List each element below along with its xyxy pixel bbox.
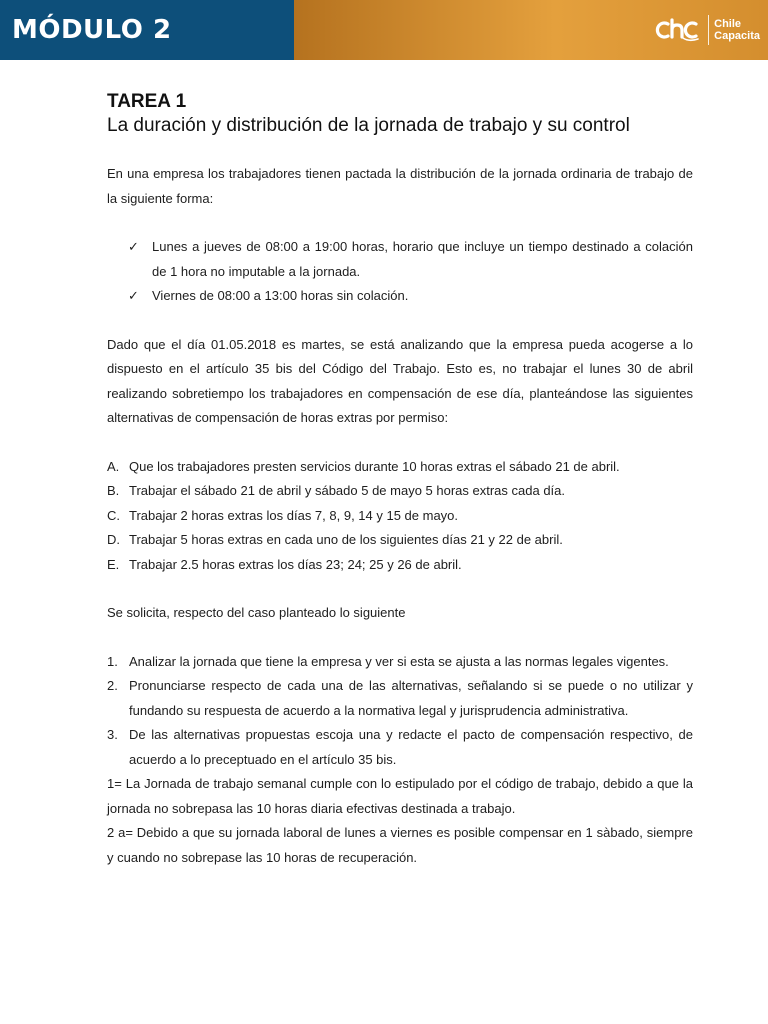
answer-paragraph: 1= La Jornada de trabajo semanal cumple con lo estipulado por el código de trabajo, debido a que la jornada no sobrepasa las 10 horas diaria efectivas destinada a trabajo. — [107, 776, 693, 816]
list-item-text: Trabajar el sábado 21 de abril y sábado 5 de mayo 5 horas extras cada día. — [129, 483, 566, 498]
list-marker: 3. — [107, 727, 118, 742]
list-item — [107, 650, 693, 675]
list-marker: 1. — [107, 653, 118, 669]
list-item — [107, 553, 693, 578]
answer-paragraph: 2 a= Debido a que su jornada laboral de lunes a viernes es posible compensar en 1 sàbado, siempre y cuando no sobrepase las 10 horas de recuperación. — [107, 825, 693, 865]
list-marker: A. — [107, 458, 120, 474]
list-item — [107, 504, 693, 529]
list-item-text: Que los trabajadores presten servicios durante 10 horas extras el sábado 21 de abril. — [129, 458, 620, 474]
checkmark-icon: ✓ — [128, 239, 139, 254]
list-item-text: Trabajar 5 horas extras en cada uno de los siguientes días 21 y 22 de abril. — [129, 532, 563, 547]
list-item — [107, 455, 693, 480]
list-marker: B. — [107, 483, 120, 498]
list-marker: D. — [107, 532, 120, 547]
chc-logo-icon — [654, 16, 704, 44]
module-title-bar — [0, 0, 294, 60]
list-item-text: Pronunciarse respecto de cada una de las alternativas, señalando si se puede o no utilizar y fundando su respuesta de acuerdo a la normativa legal y jurisprudencia administrativa. — [129, 678, 693, 718]
list-marker: C. — [107, 507, 120, 523]
intro-paragraph: En una empresa los trabajadores tienen pactada la distribución de la jornada ordinaria de trabajo de la siguiente forma: — [107, 166, 693, 206]
alternatives-list — [107, 455, 693, 578]
brand-text — [714, 18, 760, 42]
brand-divider — [708, 15, 709, 45]
questions-list — [107, 650, 693, 773]
task-subtitle: La duración y distribución de la jornada de trabajo y su control — [107, 115, 630, 136]
list-marker: 2. — [107, 678, 118, 693]
list-item — [107, 479, 693, 504]
list-marker: E. — [107, 556, 120, 572]
list-item-text: Trabajar 2.5 horas extras los días 23; 24; 25 y 26 de abril. — [129, 556, 462, 572]
list-item — [107, 674, 693, 723]
list-item-text: Lunes a jueves de 08:00 a 19:00 horas, horario que incluye un tiempo destinado a colación de 1 hora no imputable a la jornada. — [152, 239, 693, 279]
list-item-text: De las alternativas propuestas escoja una y redacte el pacto de compensación respectivo, de acuerdo a lo preceptuado en el artículo 35 bis. — [129, 727, 693, 767]
brand-line-2: Capacita — [714, 30, 760, 42]
list-item-text: Analizar la jornada que tiene la empresa y ver si esta se ajusta a las normas legales vigentes. — [129, 653, 669, 669]
request-paragraph: Se solicita, respecto del caso planteado lo siguiente — [107, 605, 406, 620]
list-item-text: Viernes de 08:00 a 13:00 horas sin colación. — [152, 288, 409, 303]
brand-bar — [294, 0, 768, 60]
brand-logo — [654, 12, 760, 48]
list-item — [107, 723, 693, 772]
checkmark-icon: ✓ — [128, 288, 139, 303]
module-banner — [0, 0, 768, 60]
task-title: TAREA 1 — [107, 91, 187, 112]
brand-line-1: Chile — [714, 18, 742, 30]
list-item — [107, 284, 693, 309]
list-item — [107, 235, 693, 284]
schedule-list — [107, 235, 693, 309]
context-paragraph: Dado que el día 01.05.2018 es martes, se está analizando que la empresa pueda acogerse a lo dispuesto en el artículo 35 bis del Código del Trabajo. Esto es, no trabajar el lunes 30 de abril realizando sobretiempo los trabajadores en compensación de ese día, planteándose las siguientes alternativas de compensación de horas extras por permiso: — [107, 336, 693, 425]
list-item — [107, 528, 693, 553]
document-body — [107, 90, 693, 870]
list-item-text: Trabajar 2 horas extras los días 7, 8, 9, 14 y 15 de mayo. — [129, 507, 459, 523]
module-title: MÓDULO 2 — [12, 15, 172, 45]
